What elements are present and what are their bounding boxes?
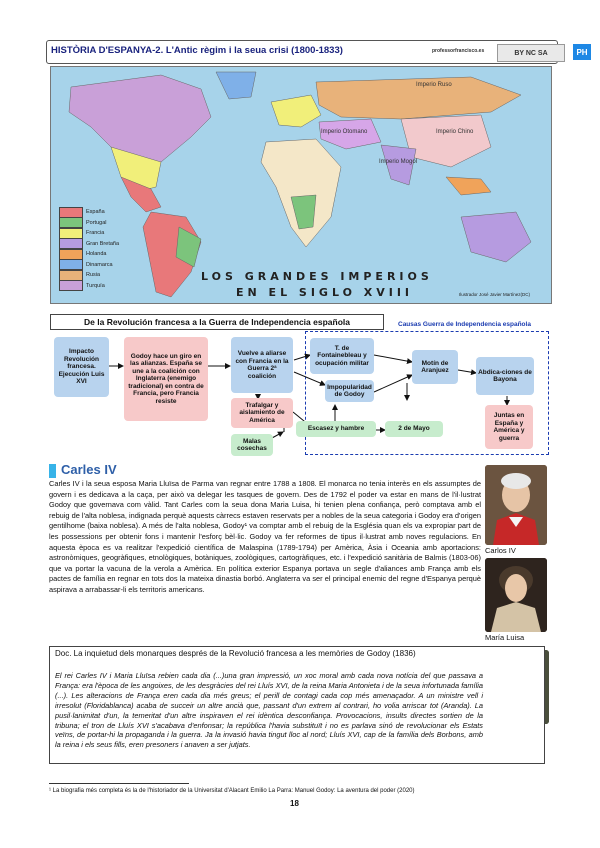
box-juntas: Juntas en España y América y guerra	[485, 405, 533, 449]
carlos-iv-portrait	[485, 465, 547, 545]
region-label: Imperio Otomano	[321, 129, 368, 135]
region-label: Imperio Ruso	[416, 82, 452, 88]
section-title: Carles IV	[61, 462, 117, 477]
document-heading: Doc. La inquietud dels monarques després de la Revolució francesa a les memòries de Godoy (1836)	[55, 649, 416, 658]
legend-label: Holanda	[86, 251, 107, 258]
footnote: ¹ La biografia més completa és la de l'historiador de la Universitat d'Alacant Emilio La Parra: Manuel Godoy: La aventura del poder (2020)	[49, 788, 415, 794]
box-impopularidad: Impopularidad de Godoy	[325, 380, 374, 402]
legend-label: Portugal	[86, 219, 107, 226]
box-fontainebleau: T. de Fontainebleau y ocupación militar	[310, 338, 374, 374]
map-credit: Ilustrador José Javier Martínez(DC)	[459, 292, 531, 297]
legend-label: España	[86, 209, 105, 216]
box-trafalgar: Trafalgar y aislamiento de América	[231, 398, 293, 428]
box-vuelve-francia: Vuelve a aliarse con Francia en la Guerra 2ª coalición	[231, 337, 293, 393]
legend-label: Francia	[86, 230, 105, 237]
diagram-title: De la Revolución francesa a la Guerra de Independencia española	[50, 314, 384, 330]
portrait-figure	[485, 465, 547, 545]
map-title-line2: EN EL SIGLO XVIII	[236, 286, 414, 299]
header-site: professorfrancisco.es	[432, 48, 485, 54]
causes-title: Causas Guerra de Independencia española	[398, 321, 531, 328]
box-godoy-giro: Godoy hace un giro en las alianzas. España se une a la coalición con Inglaterra (enemigo tradicional) en contra de Francia, pero Francia resiste	[124, 337, 208, 421]
legend-label: Gran Bretaña	[86, 240, 120, 247]
region-label: Imperio Chino	[436, 129, 474, 135]
page-number: 18	[290, 799, 299, 808]
footnote-divider	[49, 783, 189, 784]
box-dos-mayo: 2 de Mayo	[385, 421, 443, 437]
portrait-caption: María Luisa	[485, 633, 525, 642]
box-malas-cosechas: Malas cosechas	[231, 434, 273, 456]
portrait-caption: Carlos IV	[485, 546, 516, 555]
license-badge: BY NC SA	[497, 44, 565, 62]
box-impacto: Impacto Revolución francesa. Ejecución Luis XVI	[54, 337, 109, 397]
box-escasez: Escasez y hambre	[296, 421, 376, 437]
map-title-line1: LOS GRANDES IMPERIOS	[201, 270, 433, 283]
box-motin: Motín de Aranjuez	[412, 350, 458, 384]
document-body: El rei Carles IV i Maria Lluïsa rebien cada dia (...)una gran impressió, un xoc moral amb cada nova notícia del que passava a França: era l'època de les angoixes, de les desgràcies del rei Lluís XVI, de la reina Maria Antonieta i de la seua infortunada família (...). Les alteracions de França eren cada dia més greus; el perill de contagi cada cop més amenaçador. A un ministre vell i irresolut (Floridablanca) acaba de succeir un altre ancià que, passant d'un extrem al contrari, ho volia arriscar tot (Aranda). La pusil·lanimitat d'un, la temeritat d'un altre inspiraven el rei idèntica desconfiança. Provocacions, insults directes sortien de la tribuna; el tron de Lluís XVI s'acabava d'enfonsar; la república l'havia substituït i no es parlava sinó de revolucionar els Estats veïns, de portar-hi la propaganda i la guerra. Ja la invasió havia tingut lloc al nord; Lluís XVI, cap de la família dels Borbons, amb la reina i els seus fills, eren presoners i anaven a ser jutjats.	[55, 671, 483, 750]
region-label: Imperio Mogol	[379, 159, 418, 165]
box-abdicaciones: Abdica-ciones de Bayona	[476, 357, 534, 395]
document-box	[49, 646, 545, 764]
legend-label: Rusia	[86, 272, 101, 279]
maria-luisa-portrait	[485, 558, 547, 632]
portrait-figure	[485, 558, 547, 632]
header-title: HISTÒRIA D'ESPANYA-2. L'Antic règim i la seua crisi (1800-1833)	[51, 45, 343, 56]
ph-logo: PH	[573, 44, 591, 60]
section-marker	[49, 464, 56, 478]
body-paragraph: Carles IV i la seua esposa Maria Lluïsa de Parma van regnar entre 1788 a 1808. El monarca no tenia interès en els assumptes de govern i es dedicava a la caça, per això va delegar les tasques de govern. Des de 1792 el poder va estar en mans de l'il·lustrat Godoy que governava com vàlid. Tant Carles com la seua dona Maria Luisa, hi tenien plena confiança, però comptava amb el rebuig de l'alta noblesa, indignada perquè aquests càrrecs estaven reservats per a nobles de la seua categoria i Godoy era d'origen gentilhome (baixa noblesa). A més de l'alta noblesa, Godoy¹ va comptar amb el rebuig de la Església quan els va expropiar part de les possessions per obtenir fons i mantenir l'esforç bèl·lic. Godoy va fer reformes de tipus il·lustrat amb noves regulacions. En aquesta època es va realitzar l'expedició científica de Malaspina (1789-1794) per Amèrica, Àsia i Oceania amb aportacions: astronòmiques, geogràfiques, etnològiques, botàniques, zoològiques, cartogràfiques, etc. i l'expedició sanitària de Balmis (1803-06) que va portar la vacuna de la verola a Amèrica. En política exterior Espanya portava un segle d'aliances amb França amb els pactes de família en regnar en tots dos la mateixa dinastia borbó. Anglaterra va ser el principal enemic del regne d'Espanya perquè aspirava a arrabassar-li els territoris americans.	[49, 479, 481, 594]
legend-label: Turquía	[86, 282, 105, 289]
legend-label: Dinamarca	[86, 261, 113, 268]
